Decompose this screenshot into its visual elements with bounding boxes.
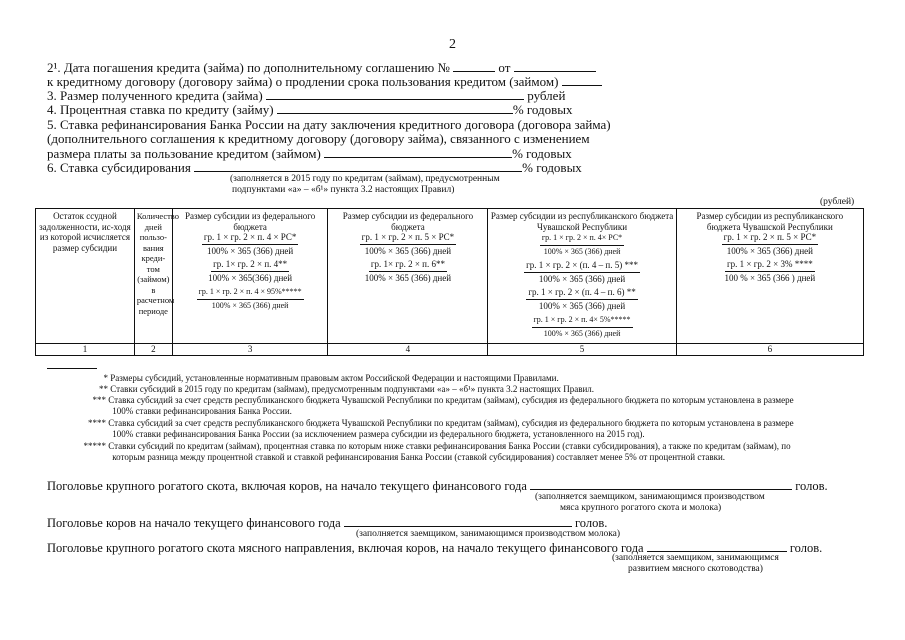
cows-line — [47, 515, 607, 530]
line-2-1b-label: к кредитному договору (договору займа) о продлении срока пользования кредитом (займом) — [47, 74, 559, 89]
beef-cattle-label: Поголовье крупного рогатого скота мясного направления, включая коров, на начало текущего финансового года — [47, 541, 644, 555]
col3-header — [172, 209, 328, 344]
interest-rate-field[interactable] — [277, 102, 513, 114]
cattle-total-line — [47, 478, 828, 493]
prolongation-field[interactable] — [562, 74, 602, 86]
col5-formula-3: гр. 1 × гр. 2 × (п. 4 – п. 6) ** 100% × 365 (366) дней — [528, 287, 636, 311]
line-2-1-label: 2¹. Дата погашения кредита (займа) по дополнительному соглашению № — [47, 60, 450, 75]
beef-cattle-field[interactable] — [647, 540, 787, 552]
col5-formula-1: гр. 1 × гр. 2 × п. 4× РС* 100% × 365 (366) дней — [541, 233, 623, 256]
line-6-unit: % годовых — [522, 160, 582, 175]
col3-formula-3: гр. 1 × гр. 2 × п. 4 × 95%***** 100% × 365 (366) дней — [198, 287, 302, 310]
beef-cattle-note-1: (заполняется заемщиком, занимающимся — [612, 553, 779, 563]
footnote-1: * Размеры субсидий, установленные нормативным правовым актом Российской Федерации и настоящими Правилами. — [103, 373, 559, 383]
cattle-total-unit: голов. — [795, 479, 828, 493]
line-6-note-2: подпунктами «а» – «б¹» пункта 3.2 настоящих Правил) — [232, 185, 455, 195]
agreement-date-field[interactable] — [514, 60, 596, 72]
col6-formula-1: гр. 1 × гр. 2 × п. 5 × РС* 100% × 365 (366) дней — [723, 232, 817, 256]
line-6 — [47, 160, 582, 175]
col1-header: Остаток ссудной задолженности, ис-ходя из которой исчисляется размер субсидии — [36, 209, 135, 344]
col-num-6: 6 — [676, 344, 863, 356]
col5-title: Размер субсидии из республиканского бюджета Чувашской Республики — [490, 211, 674, 232]
cows-unit: голов. — [574, 516, 608, 530]
col4-title: Размер субсидии из федерального бюджета — [342, 211, 474, 232]
col4-formula-2: гр. 1× гр. 2 × п. 6** 100% × 365 (366) дней — [364, 259, 452, 283]
line-2-1 — [47, 60, 596, 75]
line-4 — [47, 102, 573, 117]
line-2-1-ot: от — [498, 60, 511, 75]
col3-title: Размер субсидии из федерального бюджета — [184, 211, 316, 232]
footnote-separator — [47, 368, 97, 369]
line-4-unit: % годовых — [512, 102, 573, 117]
line-5-unit: % годовых — [512, 146, 572, 161]
beef-cattle-unit: голов. — [789, 541, 823, 555]
cows-field[interactable] — [344, 515, 572, 527]
col-num-5: 5 — [488, 344, 676, 356]
cattle-total-label: Поголовье крупного рогатого скота, включая коров, на начало текущего финансового года — [47, 479, 527, 493]
footnote-4: **** Ставка субсидий за счет средств республиканского бюджета Чувашской Республики по кредитам (займам), субсидия из федерального бюджета по которым установлена в размере 100% ставки рефинансирования Банка России (за исключением размера субсидии из федерального бюджета, установленного на 2015 год). — [88, 418, 794, 439]
col3-formula-1: гр. 1 × гр. 2 × п. 4 × РС* 100% × 365 (366) дней — [203, 232, 297, 256]
line-3-unit: рублей — [527, 88, 566, 103]
line-3-label: 3. Размер полученного кредита (займа) — [47, 88, 263, 103]
column-numbers-row — [36, 344, 864, 356]
col-num-1: 1 — [36, 344, 135, 356]
line-4-label: 4. Процентная ставка по кредиту (займу) — [47, 102, 274, 117]
line-3 — [47, 88, 565, 103]
col3-formula-2: гр. 1× гр. 2 × п. 4** 100% × 365(366) дней — [208, 259, 293, 283]
subsidy-table — [35, 208, 864, 356]
line-6-label: 6. Ставка субсидирования — [47, 160, 191, 175]
col4-formula-1: гр. 1 × гр. 2 × п. 5 × РС* 100% × 365 (366) дней — [361, 232, 455, 256]
cattle-total-note-2: мяса крупного рогатого скота и молока) — [560, 503, 722, 513]
cows-label: Поголовье коров на начало текущего финансового года — [47, 516, 341, 530]
currency-note: (рублей) — [820, 197, 855, 207]
col4-header — [328, 209, 488, 344]
col-num-4: 4 — [328, 344, 488, 356]
footnote-2: ** Ставки субсидий в 2015 году по кредитам (займам), предусмотренным подпунктами «а» – «б¹» пункта 3.2 настоящих Правил. — [99, 384, 595, 394]
page-number: 2 — [449, 37, 456, 52]
cattle-total-note-1: (заполняется заемщиком, занимающимся производством — [535, 492, 765, 502]
footnote-5: ***** Ставки субсидий по кредитам (займам), процентная ставка по которым ниже ставки рефинансирования Банка России (ставки субсидирования), а также по кредитам (займам), по которым разница между процентной ставкой и ставкой рефинансирования Банка России (ставкой субсидирования) составляет менее 5% от процентной ставки. — [83, 441, 791, 462]
refinancing-rate-field[interactable] — [324, 146, 512, 158]
col5-formula-2: гр. 1 × гр. 2 × (п. 4 – п. 5) *** 100% × 365 (366) дней — [526, 260, 638, 284]
footnote-3: *** Ставка субсидий за счет средств республиканского бюджета Чувашской Республики по кредитам (займам), субсидия из федерального бюджета по которым установлена в размере 100% ставки рефинансирования Банка России. — [92, 395, 794, 416]
loan-amount-field[interactable] — [266, 88, 524, 100]
line-5c — [47, 146, 572, 161]
col5-header — [488, 209, 676, 344]
col-num-3: 3 — [172, 344, 328, 356]
cows-note: (заполняется заемщиком, занимающимся производством молока) — [356, 529, 621, 539]
line-5c-label: размера платы за пользование кредитом (займом) — [47, 146, 321, 161]
line-2-1b — [47, 74, 602, 89]
col5-formula-4: гр. 1 × гр. 2 × п. 4× 5%***** 100% × 365 (366) дней — [533, 315, 631, 338]
subsidy-rate-field[interactable] — [194, 160, 522, 172]
col-num-2: 2 — [134, 344, 172, 356]
col6-title: Размер субсидии из республиканского бюджета Чувашской Республики — [696, 211, 844, 232]
col6-formula-2: гр. 1 × гр. 2 × 3% **** 100 % × 365 (366 ) дней — [724, 259, 816, 283]
agreement-number-field[interactable] — [453, 60, 495, 72]
col6-header — [676, 209, 863, 344]
beef-cattle-note-2: развитием мясного скотоводства) — [628, 564, 763, 574]
line-5a: 5. Ставка рефинансирования Банка России на дату заключения кредитного договора (договора займа) — [47, 117, 611, 132]
col2-header: Количество дней пользо-вания креди-том (займом) в расчетном периоде — [134, 209, 172, 344]
line-5b: (дополнительного соглашения к кредитному договору (договору займа), связанного с изменением — [47, 131, 590, 146]
line-6-note-1: (заполняется в 2015 году по кредитам (займам), предусмотренным — [230, 174, 500, 184]
cattle-total-field[interactable] — [530, 478, 792, 490]
